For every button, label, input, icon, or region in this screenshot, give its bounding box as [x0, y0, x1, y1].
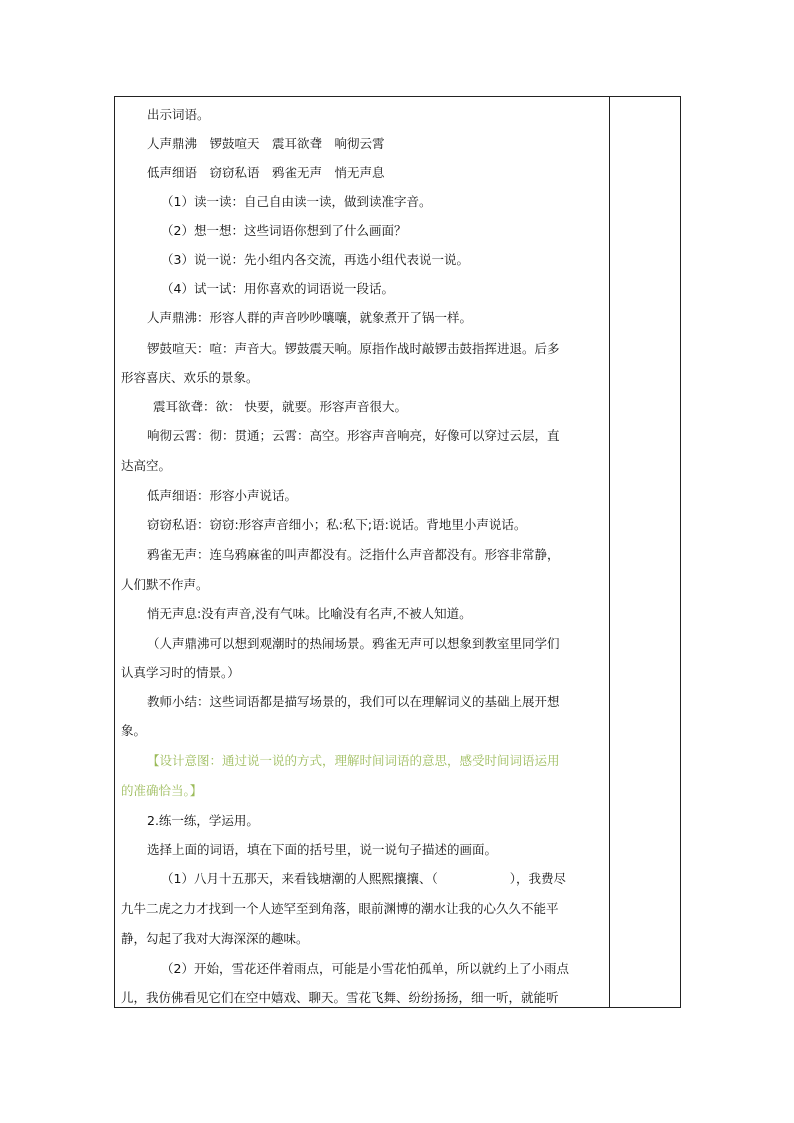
definition: 鸦雀无声：连乌鸦麻雀的叫声都没有。泛指什么声音都没有。形容非常静，	[147, 547, 560, 562]
design-intent: 【设计意图：通过说一说的方式，理解时间词语的意思，感受时间词语运用	[147, 753, 560, 768]
note: （人声鼎沸可以想到观潮时的热闹场景。鸦雀无声可以想象到教室里同学们	[147, 636, 560, 651]
definition: 震耳欲聋：欲： 快要，就要。形容声音很大。	[153, 399, 407, 414]
definition: 低声细语：形容小声说话。	[147, 488, 298, 503]
note-cont: 认真学习时的情景。）	[121, 665, 240, 680]
exercise-1-text-end: ），我费尽	[509, 871, 566, 886]
instruction: 选择上面的词语，填在下面的括号里，说一说句子描述的画面。	[147, 842, 498, 857]
definition: 窃窃私语：窃窃:形容声音细小；私:私下;语:说话。背地里小声说话。	[147, 517, 527, 532]
step-try: （4）试一试：用你喜欢的词语说一段话。	[161, 281, 394, 296]
section-heading: 2.练一练，学运用。	[147, 813, 259, 828]
definition-cont: 形容喜庆、欢乐的景象。	[121, 370, 259, 385]
definition: 锣鼓喧天：喧：声音大。锣鼓震天响。原指作战时敲锣击鼓指挥进退。后多	[147, 341, 560, 356]
definition: 响彻云霄：彻：贯通；云霄：高空。形容声音响亮，好像可以穿过云层，直	[147, 428, 560, 443]
teacher-summary-cont: 象。	[121, 723, 147, 738]
lesson-table	[114, 96, 681, 1008]
notes-cell	[610, 97, 680, 1007]
step-read: （1）读一读：自己自由读一读，做到读准字音。	[161, 194, 432, 209]
step-speak: （3）说一说：先小组内各交流，再选小组代表说一说。	[161, 252, 469, 267]
word-group-2: 低声细语 窃窃私语 鸦雀无声 悄无声息	[147, 165, 385, 180]
exercise-1-cont: 静，勾起了我对大海深深的趣味。	[121, 931, 309, 946]
exercise-1-cont: 九牛二虎之力才找到一个人迹罕至到角落，眼前渊博的潮水让我的心久久不能平	[121, 901, 559, 916]
definition-cont: 人们默不作声。	[121, 577, 209, 592]
word-group-1: 人声鼎沸 锣鼓喧天 震耳欲聋 响彻云霄	[147, 136, 385, 151]
teacher-summary: 教师小结：这些词语都是描写场景的，我们可以在理解词义的基础上展开想	[147, 694, 560, 709]
exercise-1-text: （1）八月十五那天，来看钱塘潮的人熙熙攘攘、（	[161, 871, 438, 886]
design-intent-cont: 的准确恰当。】	[121, 783, 203, 798]
definition: 悄无声息:没有声音,没有气味。比喻没有名声,不被人知道。	[147, 606, 472, 621]
exercise-2: （2）开始，雪花还伴着雨点，可能是小雪花怕孤单，所以就约上了小雨点	[161, 961, 569, 976]
exercise-1	[161, 871, 566, 887]
definition: 人声鼎沸：形容人群的声音吵吵嚷嚷，就象煮开了锅一样。	[147, 310, 473, 325]
exercise-2-cont: 儿，我仿佛看见它们在空中嬉戏、聊天。雪花飞舞、纷纷扬扬，细一听，就能听	[121, 990, 559, 1005]
definition-cont: 达高空。	[121, 458, 172, 473]
content-cell	[115, 97, 610, 1007]
text-line: 出示词语。	[147, 107, 210, 122]
step-think: （2）想一想：这些词语你想到了什么画面？	[161, 223, 407, 238]
